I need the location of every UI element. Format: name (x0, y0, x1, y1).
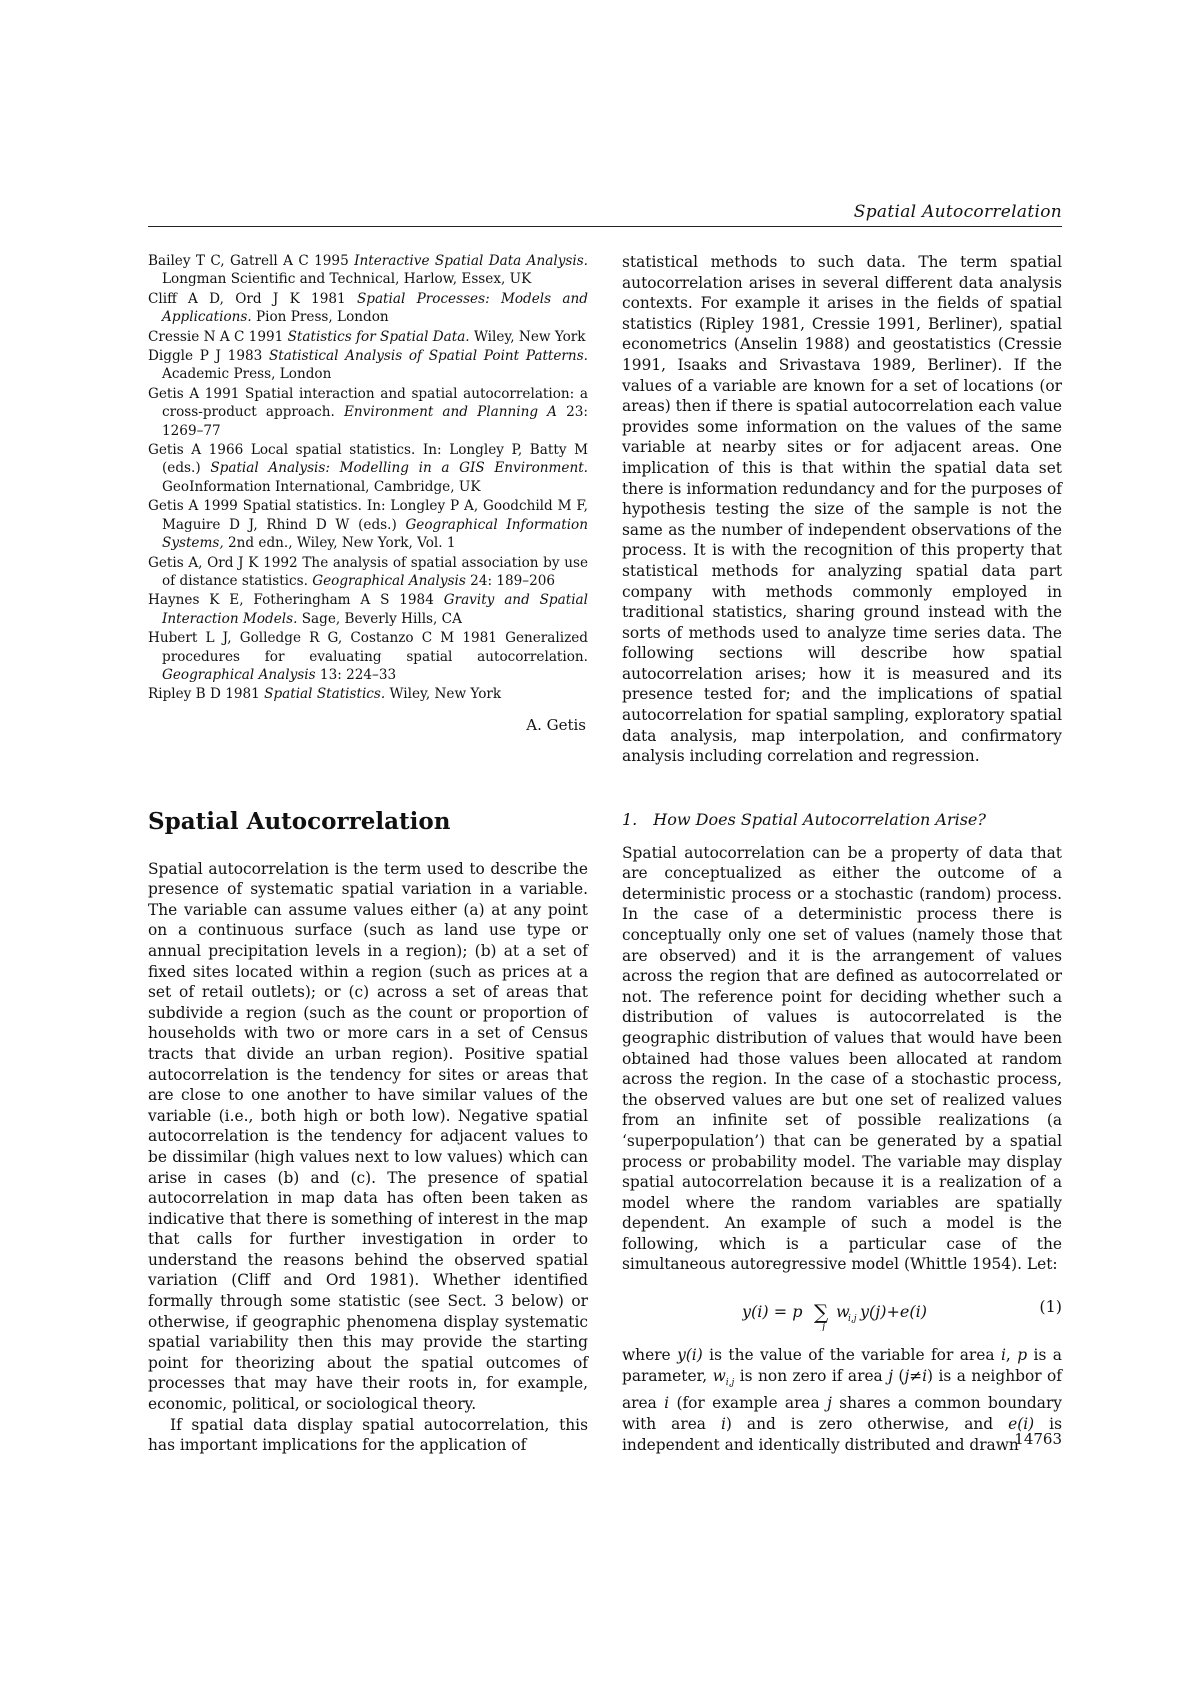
reference-details: Wiley, New York (385, 686, 502, 703)
reference-title: Environment and Planning A (344, 404, 557, 421)
reference-text: Getis A, Ord J K 1992 The analysis of spatial association by use of distance statistics. (148, 554, 588, 589)
svg-text:w: w (836, 1302, 850, 1322)
continued-paragraph: statistical methods to such data. The term spatial autocorrelation arises in several different data analysis contexts. For example it arises in the fields of spatial statistics (Ripley 1981, Cressie 1991, Berliner), spatial econometrics (Anselin 1988) and geostatistics (Cressie 1991, Isaaks and Srivastava 1989, Berliner). If the values of a variable are known for a set of locations (or areas) then if there is spatial autocorrelation each value provides some information on the values of the same variable at nearby sites or for adjacent areas. One implication of this is that within the spatial data set there is information redundancy and for the purposes of hypothesis testing the size of the sample is not the same as the number of independent observations of the process. It is with the recognition of this property that statistical methods for analyzing spatial data part company with methods commonly employed in traditional statistics, sharing ground instead with the sorts of methods used to analyze time series data. The following sections will describe how spatial autocorrelation arises; how it is measured and its presence tested for; and the implications of spatial autocorrelation for spatial sampling, exploratory spatial data analysis, map interpolation, and confirmatory analysis including correlation and regression. (622, 253, 1062, 766)
reference-text: Bailey T C, Gatrell A C 1995 (148, 253, 355, 269)
section-number: 1. (622, 810, 638, 829)
reference-details: Academic Press, London (162, 366, 332, 383)
reference-text: Hubert L J, Golledge R G, Costanzo C M 1981 Generalized procedures for evaluating spatial autocorrelation. (148, 630, 588, 665)
page-number: 14763 (1014, 1430, 1062, 1448)
reference-entry (148, 252, 588, 289)
text-fragment: is the value of the variable for area (702, 1346, 1001, 1365)
reference-text: Diggle P J 1983 (148, 348, 269, 365)
math-symbol: y(i) (677, 1346, 703, 1365)
reference-entry (148, 328, 588, 346)
reference-title: Statistical Analysis of Spatial Point Patterns. (268, 348, 588, 365)
reference-text: Getis A 1999 Spatial statistics. In: Longley P A, Goodchild M F, Maguire D J, Rhind D W (eds.) (148, 498, 588, 533)
text-fragment: , (1005, 1346, 1018, 1365)
math-symbol: i (1000, 1346, 1006, 1365)
section-title: How Does Spatial Autocorrelation Arise? (653, 810, 986, 829)
reference-text: Cliff A D, Ord J K 1981 (148, 290, 357, 307)
intro-paragraph: Spatial autocorrelation is the term used to describe the presence of systematic spatial variation in a variable. The variable can assume values either (a) at any point on a continuous surface (such as land use type or annual precipitation levels in a region); (b) at a set of fixed sites located within a region (such as prices at a set of retail outlets); or (c) across a set of areas that subdivide a region (such as the count or proportion of households with two or more cars in a set of Census tracts that divide an urban region). Positive spatial autocorrelation is the tendency for sites or areas that are close to one another to have similar values of the variable (i.e., both high or both low). Negative spatial autocorrelation is the tendency for adjacent values to be dissimilar (high values next to low values) which can arise in cases (b) and (c). The presence of spatial autocorrelation in map data has often been taken as indicative that there is something of interest in the map that calls for further investigation in order to understand the reasons behind the observed spatial variation (Cliff and Ord 1981). Whether identified formally through some statistic (see Sect. 3 below) or otherwise, if geographic phenomena display systematic spatial variability then this may provide the starting point for theorizing about the spatial outcomes of processes that may have their roots in, for example, economic, political, or sociological theory. (148, 859, 588, 1414)
article-column-right (622, 808, 1062, 1455)
reference-entry (148, 441, 588, 496)
reference-title: Spatial Processes: Models and Applications. (162, 290, 588, 326)
reference-details: 13: 224–33 (315, 666, 397, 683)
reference-title: Geographical Analysis (312, 572, 466, 589)
reference-entry (148, 347, 588, 384)
reference-entry (148, 290, 588, 327)
reference-entry (148, 591, 588, 628)
math-symbol: j (888, 1366, 893, 1385)
math-symbol: i (664, 1394, 670, 1413)
continued-text-column (622, 252, 1062, 767)
section-paragraph: Spatial autocorrelation can be a property of data that are conceptualized as either the outcome of a deterministic process or a stochastic (random) process. In the case of a deterministic process there is conceptually only one set of values (namely those that are observed) and it is the arrangement of values across the region that are defined as autocorrelated or not. The reference point for deciding whether such a distribution of values is autocorrelated is the geographic distribution of values that would have been obtained had those values been allocated at random across the region. In the case of a stochastic process, the observed values are but one set of realized values from an infinite set of possible realizations (a ‘superpopulation’) that can be generated by a spatial process or probability model. The variable may display spatial autocorrelation because it is a realization of a model where the random variables are spatially dependent. An example of such a model is the following, which is a particular case of the simultaneous autoregressive model (Whittle 1954). Let: (622, 843, 1062, 1274)
article-column-left (148, 808, 588, 1456)
reference-text: Getis A 1991 Spatial interaction and spatial autocorrelation: a cross-product approach. (148, 385, 588, 421)
reference-text: Haynes K E, Fotheringham A S 1984 (148, 592, 444, 609)
article-title: Spatial Autocorrelation (148, 808, 451, 835)
math-symbol: e(i) (1008, 1414, 1035, 1433)
reference-text: Cressie N A C 1991 (148, 328, 288, 345)
reference-details: Sage, Beverly Hills, CA (297, 610, 462, 627)
text-fragment: (for example area (669, 1394, 828, 1413)
prior-article-author: A. Getis (526, 715, 586, 734)
svg-text:y(i) = p: y(i) = p (742, 1302, 803, 1322)
reference-title: Spatial Analysis: Modelling in a GIS Environment. (210, 460, 588, 477)
reference-title: Geographical Information Systems, (162, 516, 588, 552)
reference-entry (148, 629, 588, 684)
svg-text:j: j (822, 1322, 826, 1332)
math-symbol: p (1017, 1346, 1028, 1365)
text-fragment: shares a common boundary with area (622, 1394, 1063, 1433)
reference-text: Ripley B D 1981 (148, 686, 265, 703)
reference-title: Spatial Statistics. (264, 686, 386, 703)
text-fragment: is independent and identically distributed and drawn (622, 1414, 1062, 1454)
text-fragment: where (622, 1346, 678, 1365)
header-rule (148, 226, 1062, 227)
reference-details: Pion Press, London (251, 309, 389, 326)
equation-formula (742, 1297, 982, 1331)
reference-details: 23: 1269–77 (162, 404, 588, 439)
equation-explanation: where y(i) is the value of the variable for area i, p is a parameter, $w_{i,j}$ is non zero if area j (j≠i) is a neighbor of area i (for example area j shares a common boundary with area i) and is zero otherwise, and e(i) is independent and identically distributed and drawn (622, 1346, 1063, 1454)
reference-details: Wiley, New York (469, 328, 586, 345)
svg-text:∑: ∑ (814, 1300, 829, 1325)
text-fragment: is non zero if area (734, 1366, 889, 1385)
math-subscript: i,j (725, 1377, 735, 1388)
reference-text: Getis A 1966 Local spatial statistics. In: Longley P, Batty M (eds.) (148, 442, 588, 477)
reference-details: 2nd edn., Wiley, New York, Vol. 1 (223, 535, 456, 552)
math-symbol: i (720, 1414, 726, 1433)
reference-title: Interactive Spatial Data Analysis. (354, 253, 588, 269)
reference-details: 24: 189–206 (465, 572, 556, 589)
reference-list (148, 252, 588, 734)
math-symbol: w (712, 1366, 726, 1385)
intro-paragraph-2: If spatial data display spatial autocorrelation, this has important implications for the application of (148, 1415, 588, 1455)
reference-details: Longman Scientific and Technical, Harlow, Essex, UK (162, 271, 532, 288)
text-fragment: is a parameter, (622, 1346, 1062, 1385)
text-fragment: ) and is zero otherwise, and (725, 1414, 1009, 1433)
reference-details: GeoInformation International, Cambridge, UK (162, 478, 481, 495)
reference-entry (148, 385, 588, 440)
text-fragment: is a neighbor of area (622, 1366, 1063, 1413)
svg-text:y(j)+e(i): y(j)+e(i) (860, 1302, 927, 1322)
section-heading (622, 810, 1062, 831)
running-head: Spatial Autocorrelation (853, 202, 1062, 222)
reference-title: Statistics for Spatial Data. (287, 328, 470, 345)
reference-entry (148, 497, 588, 552)
reference-title: Gravity and Spatial Interaction Models. (162, 592, 589, 627)
equation-number: (1) (1039, 1297, 1062, 1317)
svg-text:i,j: i,j (848, 1314, 857, 1325)
equation-1 (622, 1291, 1062, 1331)
reference-entry (148, 554, 588, 591)
reference-entry (148, 685, 588, 703)
math-symbol: j (827, 1394, 832, 1413)
math-symbol: j≠i (904, 1366, 928, 1385)
reference-title: Geographical Analysis (162, 666, 316, 683)
